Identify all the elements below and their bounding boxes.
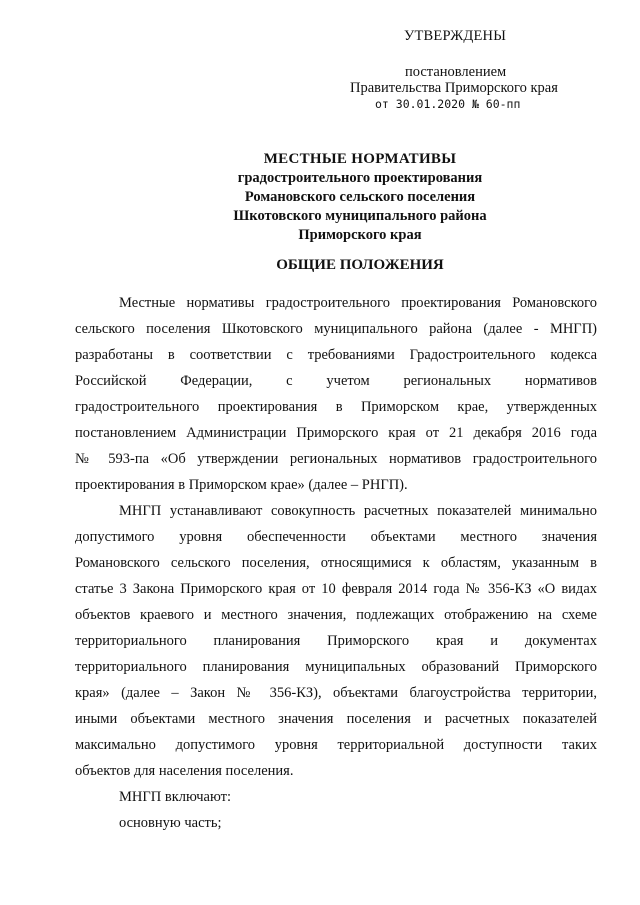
- document-body: [75, 290, 597, 836]
- paragraph-line: постановлением Администрации Приморского края от 21 декабря 2016 года: [75, 425, 597, 441]
- paragraph-line: края» (далее – Закон № 356-КЗ), объектами благоустройства территории,: [75, 685, 597, 701]
- paragraph-line: МНГП устанавливают совокупность расчетных показателей минимально: [119, 503, 597, 519]
- document-title: [70, 150, 640, 245]
- paragraph-line: территориального планирования Приморского края и документах: [75, 633, 597, 649]
- paragraph-line: иными объектами местного значения поселения и расчетных показателей: [75, 711, 597, 727]
- paragraph-line: проектирования в Приморском крае» (далее – РНГП).: [75, 477, 408, 493]
- paragraph-line: Романовского сельского поселения, относящимися к областям, указанным в: [75, 555, 597, 571]
- approval-date-stamp: от 30.01.2020 № 60-пп: [375, 97, 521, 111]
- includes-line: МНГП включают:: [119, 789, 231, 805]
- paragraph-line: территориального планирования муниципальных образований Приморского: [75, 659, 597, 675]
- paragraph-line: максимально допустимого уровня территориальной доступности таких: [75, 737, 597, 753]
- title-line-2: Романовского сельского поселения: [244, 189, 476, 205]
- paragraph-line: № 593-па «Об утверждении региональных нормативов градостроительного: [75, 451, 597, 467]
- title-line-3: Шкотовского муниципального района: [233, 208, 487, 224]
- section-heading: ОБЩИЕ ПОЛОЖЕНИЯ: [276, 257, 444, 273]
- main-part-line: основную часть;: [119, 815, 222, 831]
- title-main: МЕСТНЫЕ НОРМАТИВЫ: [263, 151, 457, 167]
- paragraph-line: сельского поселения Шкотовского муниципального района (далее - МНГП): [75, 321, 597, 337]
- paragraph-line: статье 3 Закона Приморского края от 10 февраля 2014 года № 356-КЗ «О видах: [75, 581, 597, 597]
- paragraph-line: Российской Федерации, с учетом региональных нормативов: [75, 373, 597, 389]
- paragraph-line: объектов для населения поселения.: [75, 763, 294, 779]
- paragraph-2: [75, 498, 597, 784]
- paragraph-line: допустимого уровня обеспеченности объектами местного значения: [75, 529, 597, 545]
- paragraph-line: Местные нормативы градостроительного проектирования Романовского: [119, 295, 597, 311]
- paragraph-line: разработаны в соответствии с требованиями Градостроительного кодекса: [75, 347, 597, 363]
- paragraph-1: [75, 290, 597, 498]
- approval-authority-line: Правительства Приморского края: [350, 80, 558, 96]
- title-line-4: Приморского края: [298, 227, 422, 243]
- paragraph-line: объектов краевого и местного значения, подлежащих отображению на схеме: [75, 607, 597, 623]
- approval-resolution-line: постановлением: [405, 64, 507, 80]
- approval-heading: УТВЕРЖДЕНЫ: [404, 28, 507, 44]
- paragraph-line: градостроительного проектирования в Приморском крае, утвержденных: [75, 399, 597, 415]
- title-line-1: градостроительного проектирования: [237, 170, 483, 186]
